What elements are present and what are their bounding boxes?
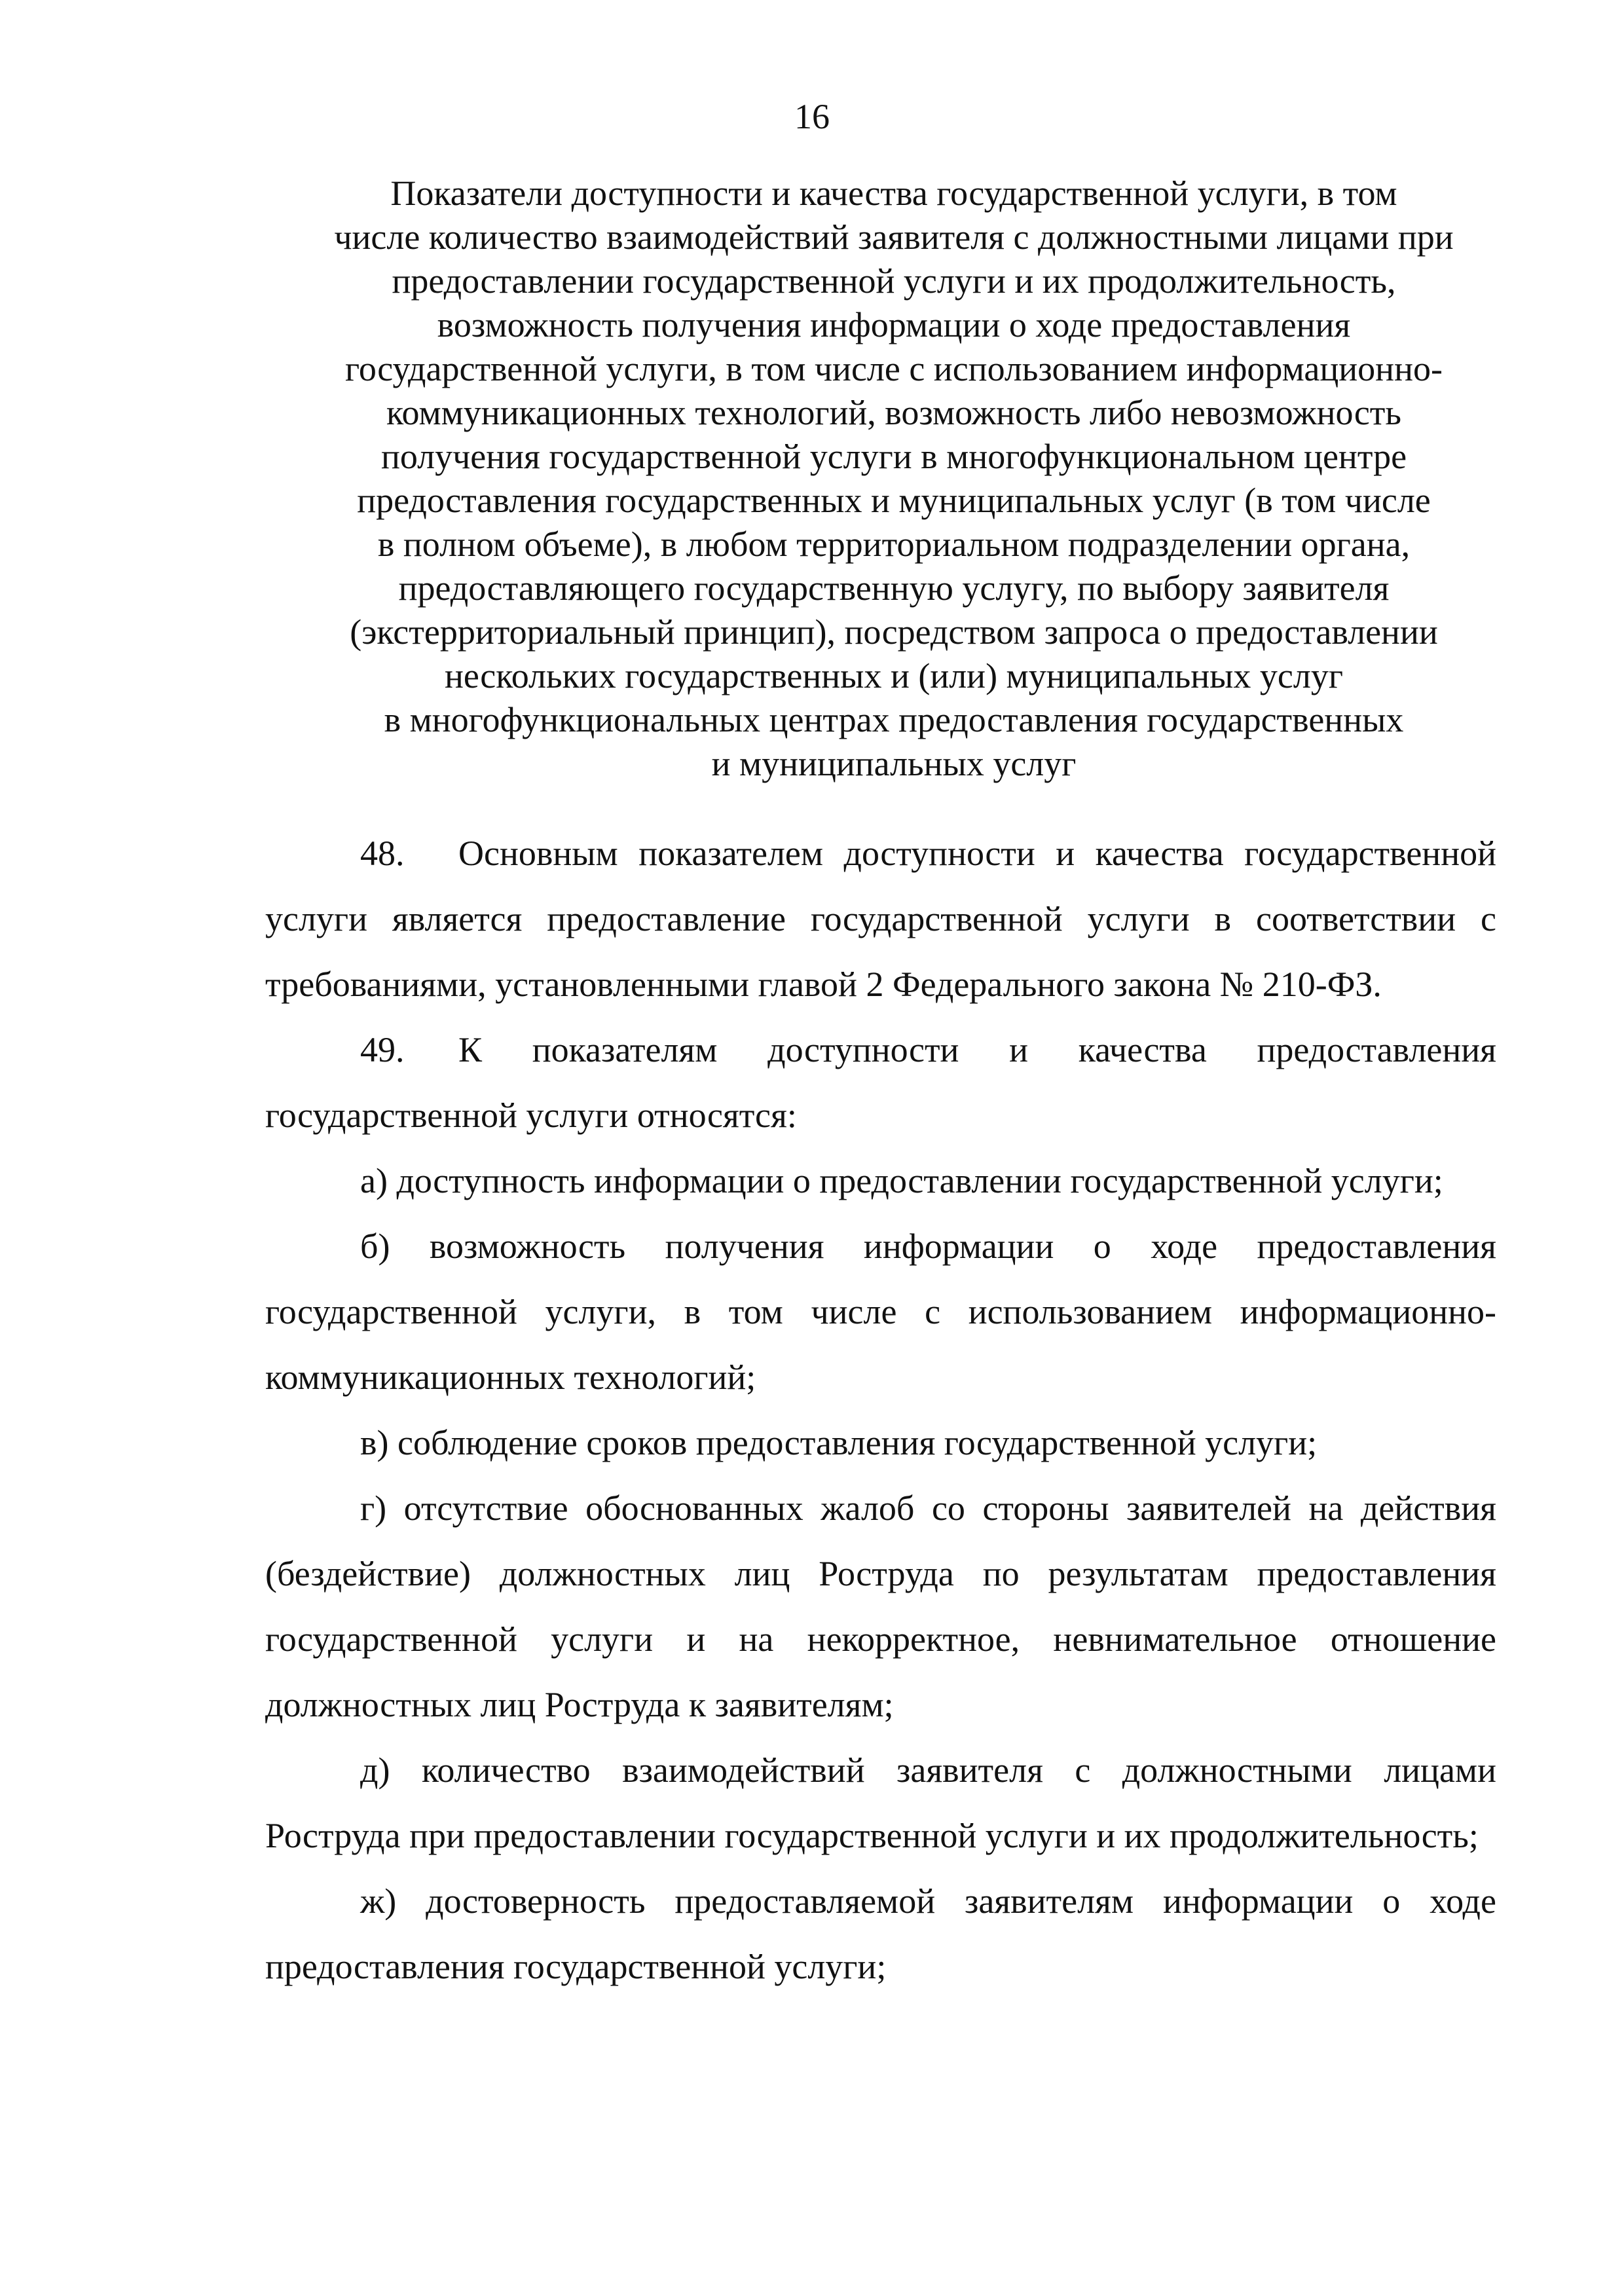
paragraph-text: а) доступность информации о предоставлении государственной услуги; <box>360 1161 1443 1200</box>
heading-line: возможность получения информации о ходе предоставления <box>437 305 1351 344</box>
list-item-d <box>265 1737 1496 1868</box>
heading-line: получения государственной услуги в многофункциональном центре <box>380 437 1407 476</box>
list-item-a <box>265 1148 1496 1213</box>
list-item-b <box>265 1213 1496 1410</box>
heading-line: в многофункциональных центрах предоставления государственных <box>384 700 1404 739</box>
paragraph-number: 48. <box>360 834 405 873</box>
heading-line: (экстерриториальный принцип), посредством запроса о предоставлении <box>350 612 1438 652</box>
heading-line: коммуникационных технологий, возможность либо невозможность <box>386 393 1402 432</box>
paragraph-48 <box>265 821 1496 1017</box>
paragraph-text: ж) достоверность предоставляемой заявителям информации о ходе предоставления государственной услуги; <box>265 1881 1496 1986</box>
document-body <box>265 821 1496 1999</box>
section-heading <box>288 172 1500 786</box>
paragraph-49 <box>265 1017 1496 1148</box>
list-item-v <box>265 1410 1496 1475</box>
paragraph-text: д) количество взаимодействий заявителя с должностными лицами Роструда при предоставлении государственной услуги и их продолжительность; <box>265 1750 1496 1855</box>
heading-line: и муниципальных услуг <box>711 744 1077 783</box>
paragraph-text: Основным показателем доступности и качества государственной услуги является предоставление государственной услуги в соответствии с требованиями, установленными главой 2 Федерального закона № 210-ФЗ. <box>265 834 1496 1004</box>
paragraph-number: 49. <box>360 1030 405 1069</box>
paragraph-text: К показателям доступности и качества предоставления государственной услуги относятся: <box>265 1030 1496 1135</box>
page-number: 16 <box>794 97 830 136</box>
paragraph-text: г) отсутствие обоснованных жалоб со стороны заявителей на действия (бездействие) должностных лиц Роструда по результатам предоставления государственной услуги и на некорректное, невнимательное отношение должностных лиц Роструда к заявителям; <box>265 1488 1496 1724</box>
heading-line: Показатели доступности и качества государственной услуги, в том <box>390 174 1397 213</box>
heading-line: в полном объеме), в любом территориальном подразделении органа, <box>377 525 1411 564</box>
heading-line: предоставляющего государственную услугу, по выбору заявителя <box>398 568 1390 608</box>
heading-line: числе количество взаимодействий заявителя с должностными лицами при <box>334 217 1454 257</box>
paragraph-text: в) соблюдение сроков предоставления государственной услуги; <box>360 1423 1318 1462</box>
heading-line: предоставлении государственной услуги и их продолжительность, <box>392 261 1396 301</box>
heading-line: государственной услуги, в том числе с использованием информационно- <box>345 349 1443 388</box>
heading-line: нескольких государственных и (или) муниципальных услуг <box>445 656 1343 695</box>
list-item-g <box>265 1475 1496 1737</box>
list-item-zh <box>265 1868 1496 1999</box>
paragraph-text: б) возможность получения информации о ходе предоставления государственной услуги, в том числе с использованием информационно-коммуникационных технологий; <box>265 1227 1496 1397</box>
heading-line: предоставления государственных и муниципальных услуг (в том числе <box>357 481 1431 520</box>
